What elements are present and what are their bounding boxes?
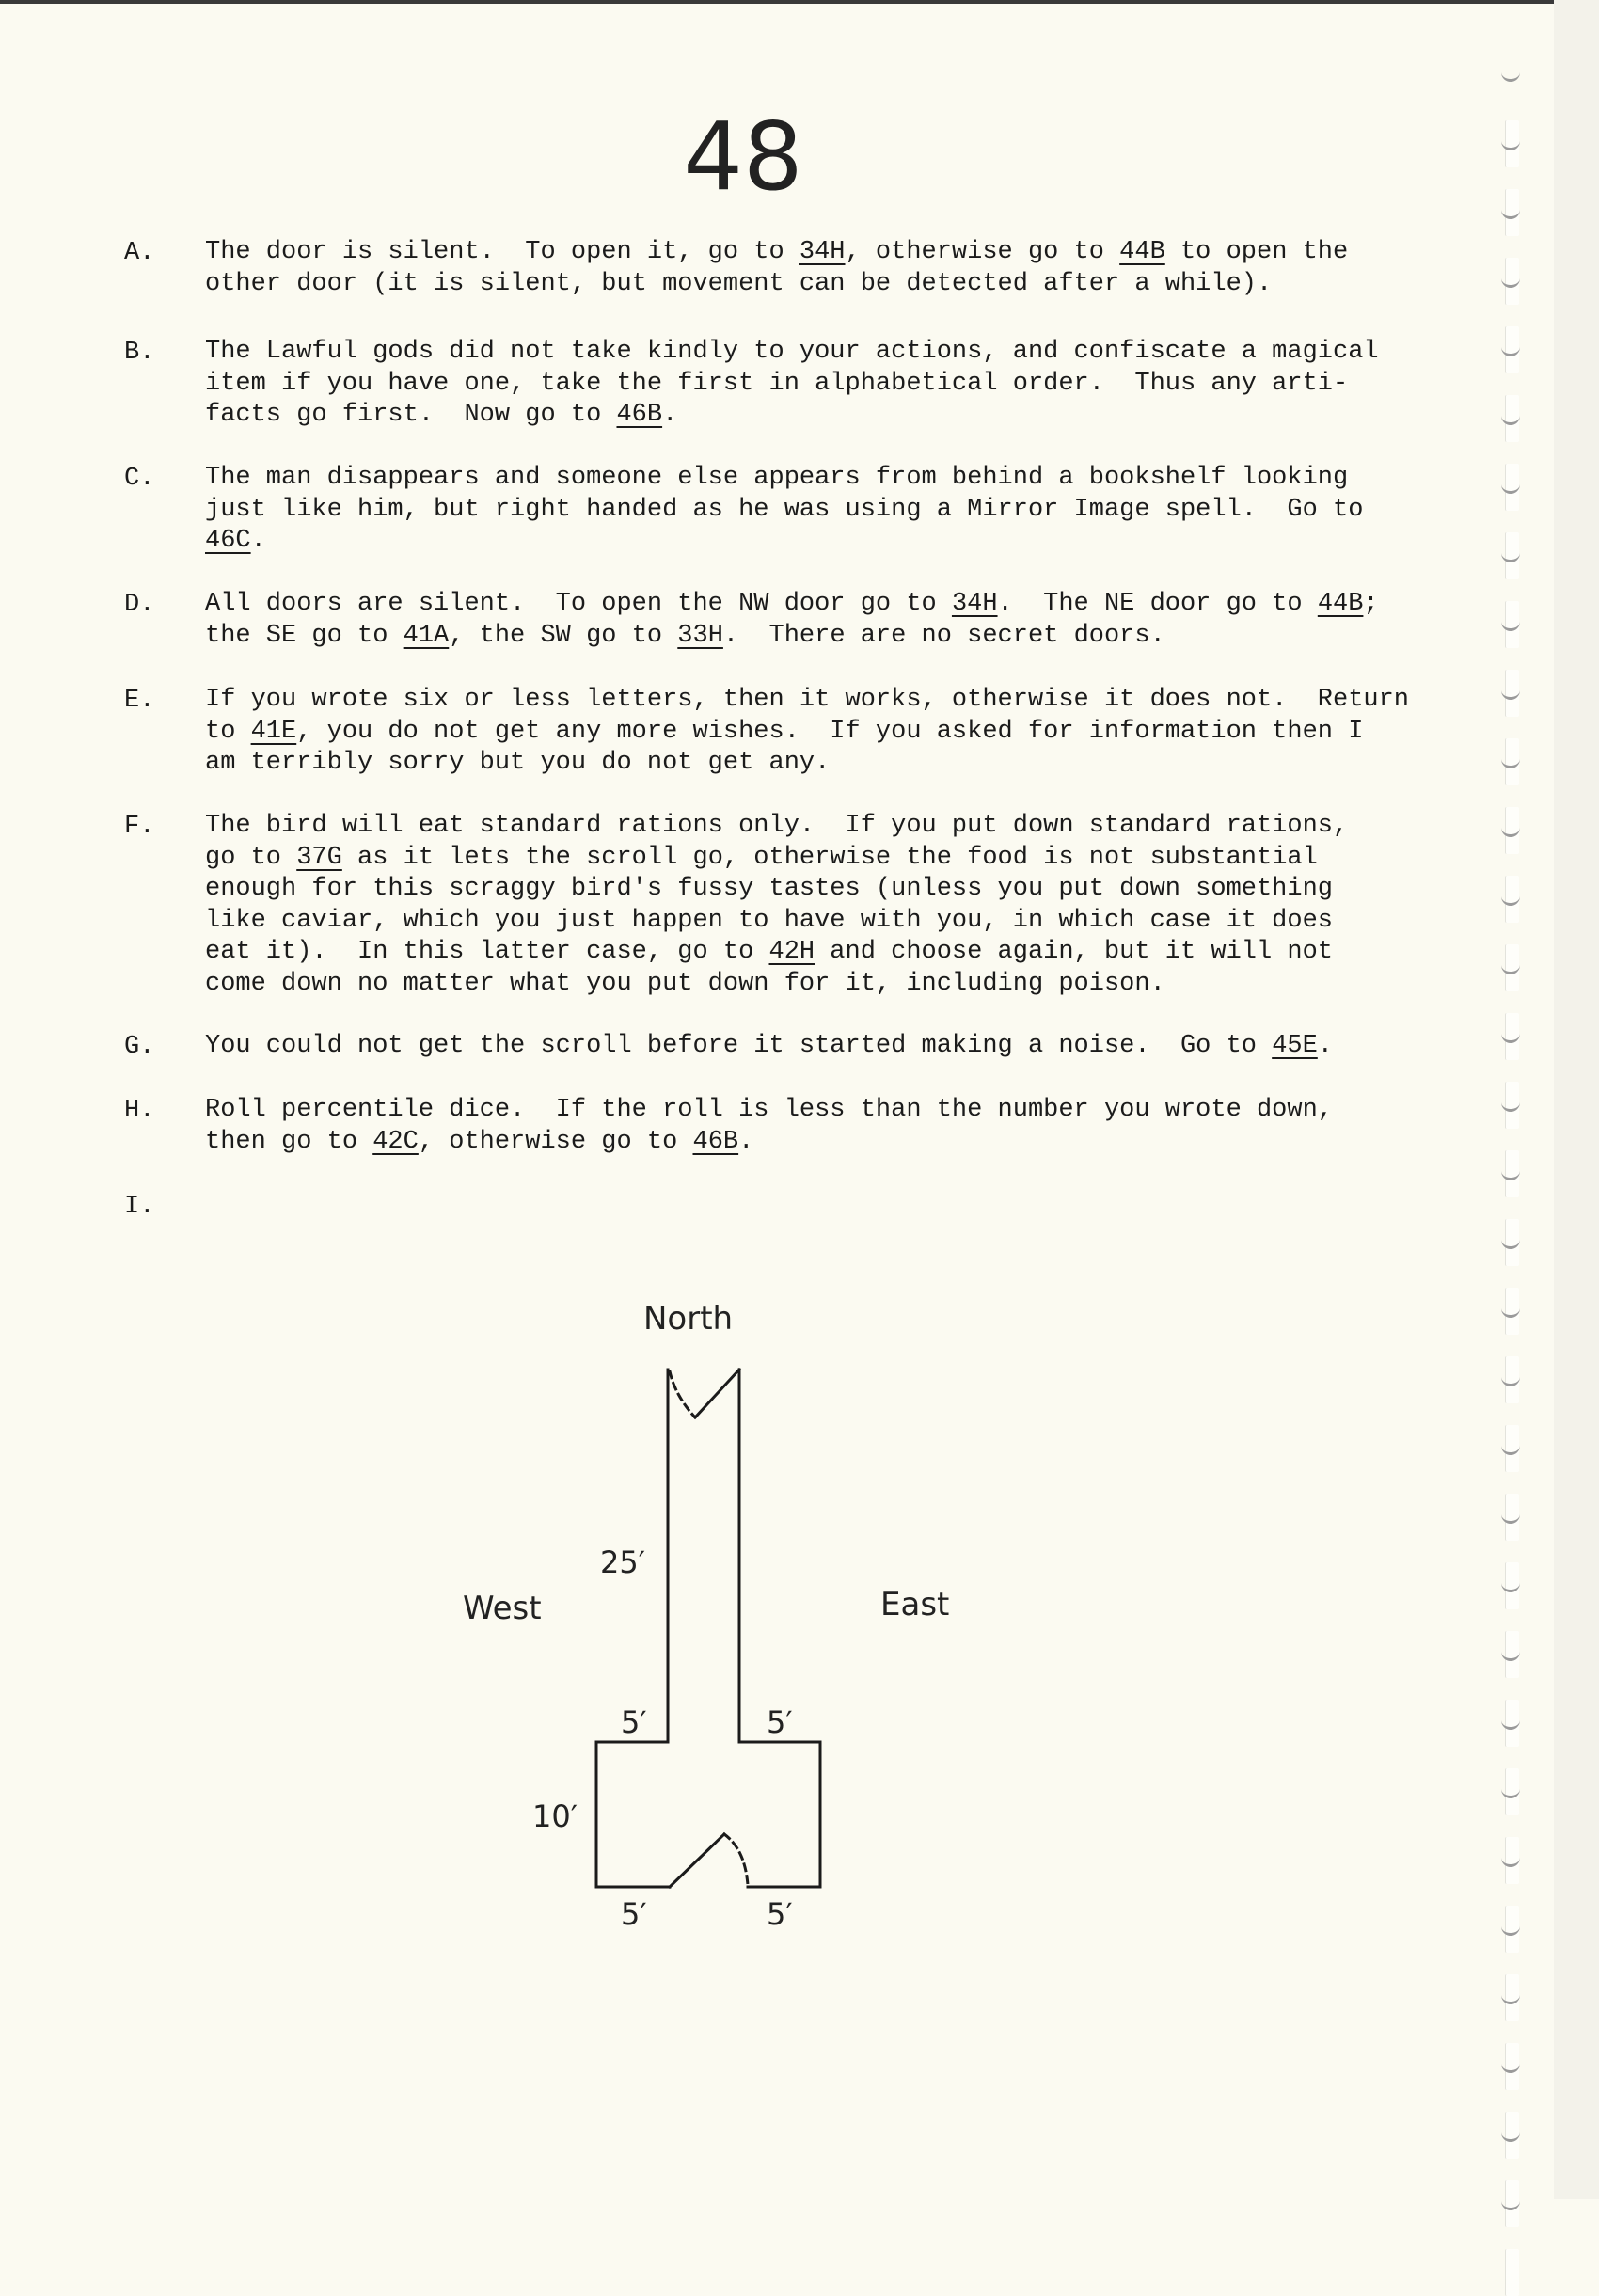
text-segment: You could not get the scroll before it started making a noise. Go to: [205, 1032, 1273, 1060]
section-reference: 33H: [677, 621, 723, 650]
south-door-swing: [724, 1834, 748, 1885]
section-reference: 46B: [616, 401, 663, 429]
text-segment: , otherwise go to: [418, 1127, 693, 1156]
corridor-length-label: 25′: [600, 1544, 645, 1580]
text-segment: Roll percentile dice. If the roll is less than the number you wrote down,: [205, 1096, 1333, 1124]
text-segment: to: [205, 717, 251, 746]
entry-letter: G.: [124, 1033, 155, 1061]
section-reference: 44B: [1317, 590, 1364, 618]
section-reference: 46B: [692, 1127, 739, 1156]
text-segment: to open the: [1164, 238, 1349, 266]
entry-letter: F.: [124, 813, 155, 841]
text-segment: The bird will eat standard rations only. If you put down standard rations,: [205, 812, 1349, 840]
section-reference: 45E: [1272, 1032, 1318, 1060]
text-segment: .: [662, 401, 678, 429]
entry-letter: A.: [124, 239, 155, 267]
text-segment: , the SW go to: [449, 621, 678, 650]
text-segment: .: [250, 527, 266, 555]
section-reference: 46C: [205, 527, 251, 555]
binding-tab: [1505, 2249, 1519, 2296]
left-step-label: 5′: [621, 1704, 647, 1740]
text-segment: come down no matter what you put down for it, including poison.: [205, 969, 1165, 998]
text-segment: All doors are silent. To open the NW door go to: [205, 590, 952, 618]
text-segment: . The NE door go to: [997, 590, 1318, 618]
east-label: East: [880, 1586, 950, 1623]
section-reference: 34H: [799, 238, 846, 266]
text-segment: facts go first. Now go to: [205, 401, 617, 429]
section-reference: 41E: [250, 717, 297, 746]
text-segment: The man disappears and someone else appears from behind a bookshelf looking: [205, 464, 1349, 492]
text-segment: other door (it is silent, but movement can be detected after a while).: [205, 269, 1273, 298]
section-reference: 41A: [403, 621, 450, 650]
text-segment: .: [738, 1127, 754, 1156]
room-height-label: 10′: [532, 1798, 578, 1834]
entry-letter: I.: [124, 1193, 155, 1221]
text-segment: If you wrote six or less letters, then it works, otherwise it does not. Return: [205, 686, 1410, 714]
section-reference: 37G: [296, 843, 342, 872]
text-segment: just like him, but right handed as he was using a Mirror Image spell. Go to: [205, 495, 1364, 524]
north-door-swing: [670, 1371, 695, 1417]
text-segment: .: [1317, 1032, 1333, 1060]
text-segment: enough for this scraggy bird's fussy tastes (unless you put down something: [205, 875, 1333, 903]
text-segment: am terribly sorry but you do not get any.: [205, 749, 831, 777]
text-segment: go to: [205, 843, 297, 872]
text-segment: eat it). In this latter case, go to: [205, 938, 769, 966]
south-door-leaf: [670, 1834, 724, 1887]
text-segment: item if you have one, take the first in alphabetical order. Thus any arti-: [205, 369, 1349, 398]
entry-letter: H.: [124, 1097, 155, 1125]
north-label: North: [643, 1300, 734, 1338]
entry-letter: B.: [124, 339, 155, 367]
bottom-left-label: 5′: [621, 1896, 647, 1932]
section-reference: 34H: [951, 590, 998, 618]
right-step-label: 5′: [767, 1704, 793, 1740]
section-reference: 44B: [1119, 238, 1165, 266]
north-door-leaf: [695, 1370, 739, 1417]
text-segment: , otherwise go to: [845, 238, 1120, 266]
text-segment: , you do not get any more wishes. If you asked for information then I: [296, 717, 1364, 746]
text-segment: ;: [1363, 590, 1379, 618]
section-reference: 42H: [768, 938, 815, 966]
text-segment: the SE go to: [205, 621, 404, 650]
text-segment: as it lets the scroll go, otherwise the food is not substantial: [341, 843, 1318, 872]
text-segment: like caviar, which you just happen to have with you, in which case it does: [205, 906, 1333, 935]
page-number: 48: [683, 102, 803, 212]
text-segment: The Lawful gods did not take kindly to your actions, and confiscate a magical: [205, 338, 1379, 366]
entry-letter: C.: [124, 465, 155, 493]
text-segment: and choose again, but it will not: [815, 938, 1333, 966]
text-segment: The door is silent. To open it, go to: [205, 238, 800, 266]
bottom-right-label: 5′: [767, 1896, 793, 1932]
west-label: West: [463, 1590, 542, 1627]
entry-letter: D.: [124, 591, 155, 619]
text-segment: then go to: [205, 1127, 373, 1156]
entry-letter: E.: [124, 687, 155, 715]
section-reference: 42C: [372, 1127, 419, 1156]
text-segment: . There are no secret doors.: [722, 621, 1165, 650]
